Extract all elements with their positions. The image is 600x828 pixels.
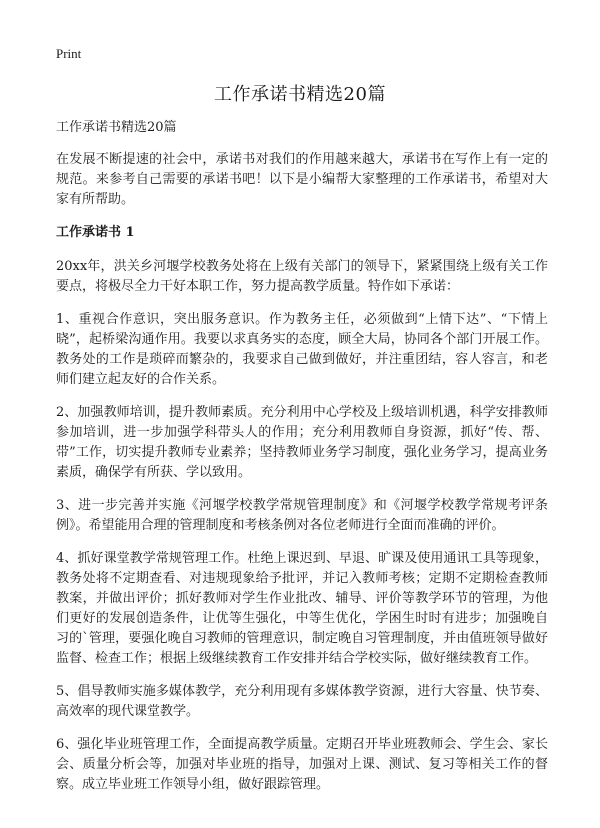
- document-subtitle: 工作承诺书精选20篇: [56, 120, 177, 135]
- page-title: 工作承诺书精选20篇: [214, 84, 386, 105]
- section-paragraph: 3、进一步完善并实施《河堰学校教学常规管理制度》和《河堰学校教学常规考评条例》。希望能用合理的管理制度和考核条例对各位老师进行全面而准确的评价。: [56, 498, 548, 533]
- intro-paragraph: 在发展不断提速的社会中，承诺书对我们的作用越来越大，承诺书在写作上有一定的规范。来参考自己需要的承诺书吧！以下是小编帮大家整理的工作承诺书，希望对大家有所帮助。: [56, 152, 548, 207]
- section-paragraph: 4、抓好课堂教学常规管理工作。杜绝上课迟到、早退、旷课及使用通讯工具等现象，教务处将不定期查看、对违规现象给予批评，并记入教师考核；定期不定期检查教师教案，并做出评价；抓好教师对学生作业批改、辅导、评价等教学环节的管理，为他们更好的发展创造条件，让优等生强化，中等生优化，学困生时时有进步；加强晚自习的`管理，要强化晚自习教师的管理意识，制定晚自习管理制度，并由值班领导做好监督、检查工作；根据上级继续教育工作安排并结合学校实际，做好继续教育工作。: [56, 551, 548, 666]
- section-paragraph: 6、强化毕业班管理工作，全面提高教学质量。定期召开毕业班教师会、学生会、家长会、质量分析会等，加强对毕业班的指导，加强对上课、测试、复习等相关工作的督察。成立毕业班工作领导小组，做好跟踪管理。: [56, 737, 548, 792]
- print-link[interactable]: Print: [56, 46, 82, 61]
- section-paragraph: 20xx年，洪关乡河堰学校教务处将在上级有关部门的领导下，紧紧围绕上级有关工作要点，将极尽全力干好本职工作，努力提高教学质量。特作如下承诺：: [56, 259, 548, 294]
- section-paragraph: 5、倡导教师实施多媒体教学，充分利用现有多媒体教学资源，进行大容量、快节奏、高效率的现代课堂教学。: [56, 684, 548, 719]
- section-paragraph: 2、加强教师培训，提升教师素质。充分利用中心学校及上级培训机遇，科学安排教师参加培训，进一步加强学科带头人的作用；充分利用教师自身资源，抓好“传、帮、带”工作，切实提升教师专业素养；坚持教师业务学习制度，强化业务学习，提高业务素质，确保学有所获、学以致用。: [56, 405, 548, 480]
- section-paragraph: 1、重视合作意识，突出服务意识。作为教务主任，必须做到“上情下达”、“下情上晓”，起桥梁沟通作用。我要以求真务实的态度，顾全大局，协同各个部门开展工作。教务处的工作是琐碎而繁杂的，我要求自己做到做好，并注重团结，容人容言，和老师们建立起友好的合作关系。: [56, 312, 548, 387]
- document-body: [56, 118, 548, 808]
- section-heading: 工作承诺书 1: [56, 225, 135, 240]
